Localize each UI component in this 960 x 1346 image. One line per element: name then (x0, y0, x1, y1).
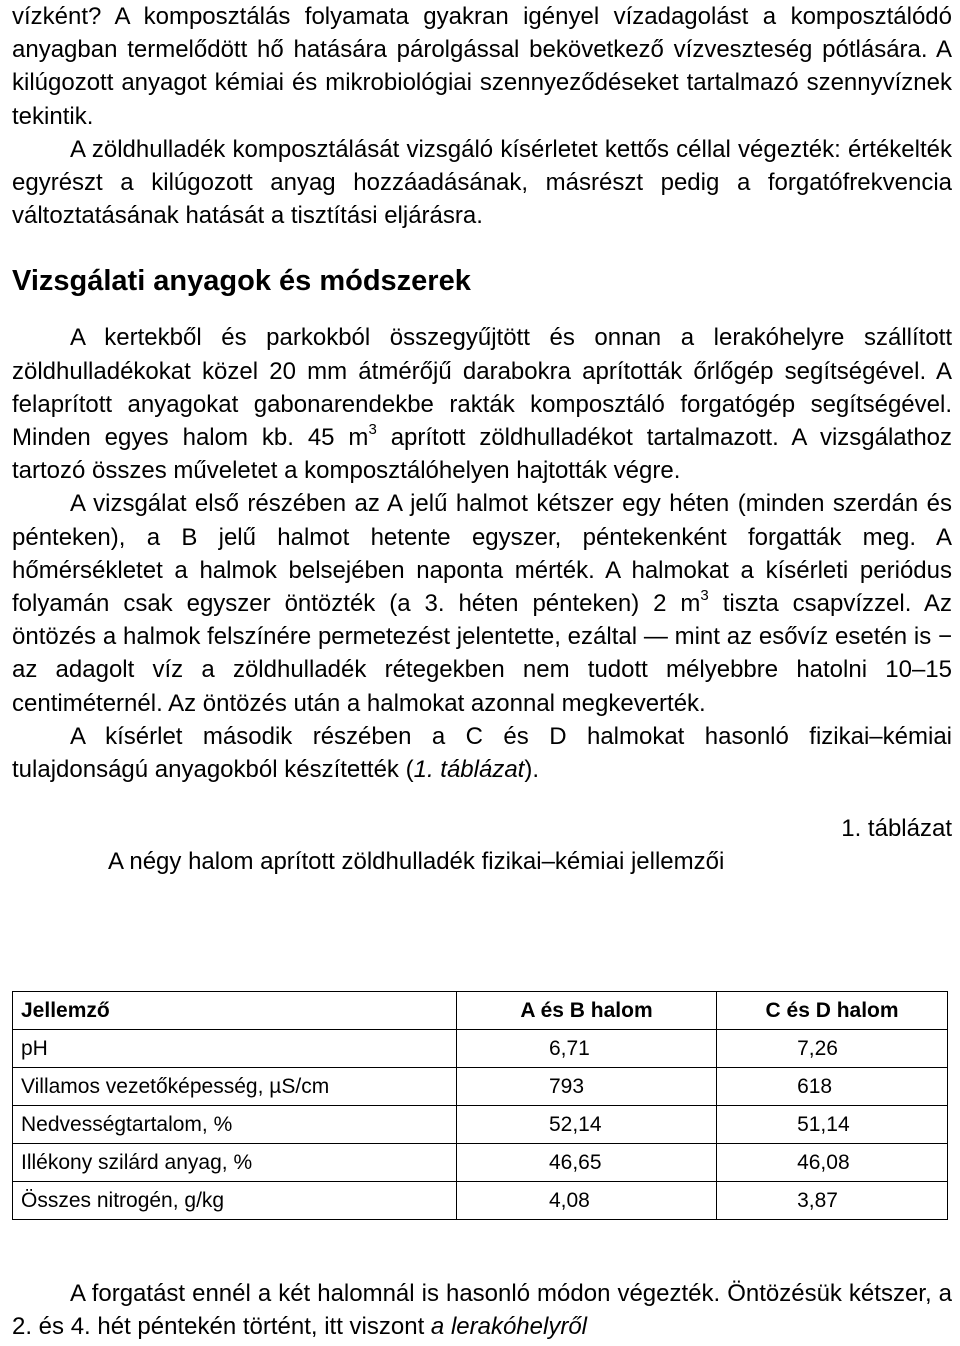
header-cd-pile: C és D halom (717, 992, 948, 1030)
table-number: 1. táblázat (841, 815, 952, 843)
ab-value: 793 (456, 1068, 716, 1106)
second-part-text-b: ). (524, 756, 540, 784)
cd-value: 7,26 (717, 1030, 948, 1068)
ab-value: 6,71 (456, 1030, 716, 1068)
cubic-superscript: 3 (368, 421, 377, 439)
materials-text-a: A kertekből és parkokból összegyűjtött és onnan a lerakóhelyre szállított zöldhulladékokat közel 20 mm átmérőjű darabokra aprították őrlőgép segítségével. A felaprított anyagokat gabonarendekbe rakták komposztáló forgatógép segítségével. Minden egyes halom kb. 45 m (12, 324, 952, 452)
properties-table (12, 991, 948, 1220)
cd-value: 51,14 (717, 1106, 948, 1144)
first-part-text-a: A vizsgálat első részében az A jelű halmot kétszer egy héten (minden szerdán és pénteken), a B jelű halmot hetente egyszer, péntekenként forgatták meg. A hőmérsékletet a halmok belsejében naponta mérték. A halmokat a kísérleti periódus folyamán csak egyszer öntözték (a 3. héten pénteken) 2 m (12, 490, 952, 618)
second-part-text-a: A kísérlet második részében a C és D halmokat hasonló fizikai–kémiai tulajdonságú anyagokból készítették ( (12, 722, 952, 784)
paragraph-intro: vízként? A komposztálás folyamata gyakran igényel vízadagolást a komposztálódó anyagban termelődött hő hatására párolgással bekövetkező vízveszteség pótlására. A kilúgozott anyagot kémiai és mikrobiológiai szennyeződéseket tartalmazó szennyvíznek tekintik. (12, 3, 952, 130)
table-title: A négy halom aprított zöldhulladék fizikai–kémiai jellemzői (108, 848, 725, 876)
row-label: pH (13, 1030, 457, 1068)
table-row (13, 1068, 948, 1106)
paragraph-first-part (12, 487, 952, 719)
ab-value: 4,08 (456, 1182, 716, 1220)
cd-value: 46,08 (717, 1144, 948, 1182)
document-page (12, 0, 953, 1341)
table-header-row (13, 992, 948, 1030)
watering-italic: a lerakóhelyről (430, 1313, 588, 1341)
header-property: Jellemző (13, 992, 457, 1030)
cd-value: 3,87 (717, 1182, 948, 1220)
paragraph-aim: A zöldhulladék komposztálását vizsgáló kísérletet kettős céllal végezték: értékelték egyrészt a kilúgozott anyag hozzáadásának, másrészt pedig a forgatófrekvencia változtatásának hatását a tisztítási eljárásra. (12, 135, 952, 230)
table-row (13, 1182, 948, 1220)
cd-value: 618 (717, 1068, 948, 1106)
materials-text-b: aprított zöldhulladékot tartalmazott. A vizsgálathoz tartozó összes műveletet a komposztálóhelyen hajtották végre. (12, 424, 953, 485)
row-label: Villamos vezetőképesség, µS/cm (13, 1068, 457, 1106)
cubic-superscript-2: 3 (700, 587, 709, 605)
closing-section (12, 1277, 952, 1343)
ab-value: 46,65 (456, 1144, 716, 1182)
section-heading: Vizsgálati anyagok és módszerek (12, 265, 471, 298)
paragraph-watering (12, 1277, 952, 1343)
paragraph-materials (12, 321, 952, 487)
row-label: Nedvességtartalom, % (13, 1106, 457, 1144)
header-ab-pile: A és B halom (456, 992, 716, 1030)
paragraph-second-part (12, 720, 952, 786)
ab-value: 52,14 (456, 1106, 716, 1144)
table-row (13, 1144, 948, 1182)
table-row (13, 1106, 948, 1144)
table-row (13, 1030, 948, 1068)
row-label: Illékony szilárd anyag, % (13, 1144, 457, 1182)
first-part-text-b: tiszta csapvízzel. Az öntözés a halmok felszínére permetezést jelentette, ezáltal — mint az esővíz esetén is − az adagolt víz a zöldhulladék rétegekben nem tudott mélyebbre hatolni 10–15 centiméternél. Az öntözés után a halmokat azonnal megkeverték. (12, 590, 952, 717)
watering-text: A forgatást ennél a két halomnál is hasonló módon végezték. Öntözésük kétszer, a 2. és 4. hét péntekén történt, itt viszont (12, 1280, 952, 1341)
row-label: Összes nitrogén, g/kg (13, 1182, 457, 1220)
table-reference: 1. táblázat (413, 756, 525, 784)
